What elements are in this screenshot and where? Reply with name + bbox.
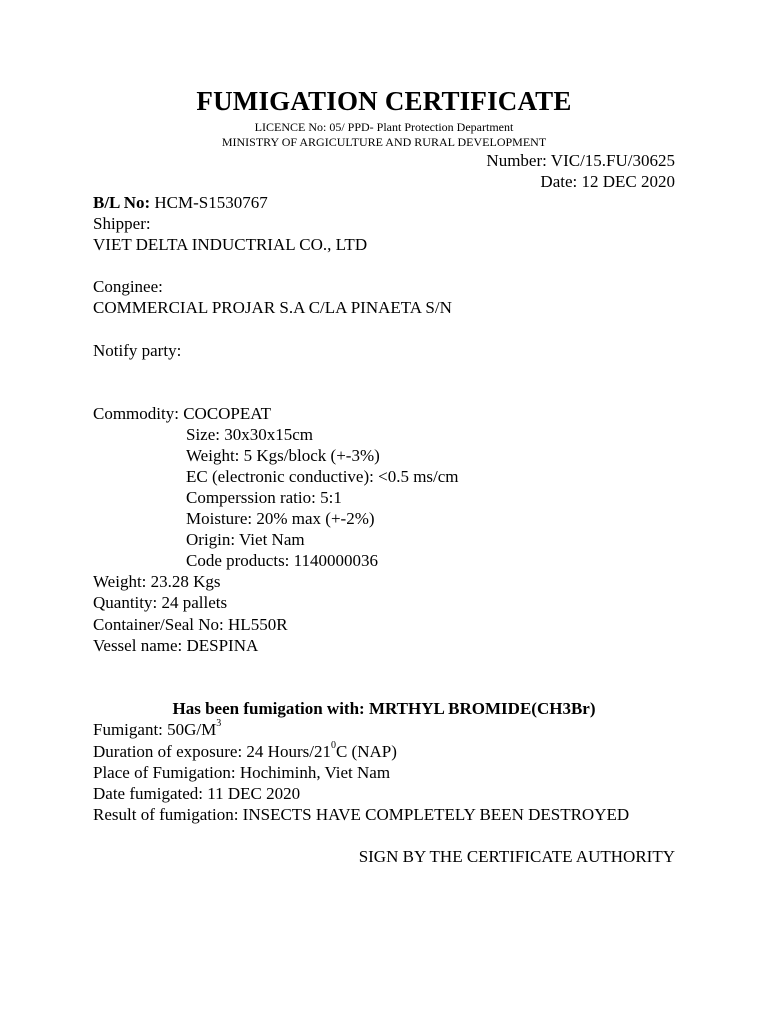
quantity-line: Quantity: 24 pallets <box>93 593 228 612</box>
fumigation-heading: Has been fumigation with: MRTHYL BROMIDE(CH3Br) <box>172 699 596 718</box>
commodity-line: Commodity: COCOPEAT <box>93 404 272 423</box>
detail-origin: Origin: Viet Nam <box>186 530 305 549</box>
weight-line: Weight: 23.28 Kgs <box>93 572 221 591</box>
detail-size: Size: 30x30x15cm <box>186 425 314 444</box>
document-title: FUMIGATION CERTIFICATE <box>196 86 572 116</box>
notify-party-label: Notify party: <box>93 341 182 360</box>
duration-line <box>93 742 397 762</box>
result-line: Result of fumigation: INSECTS HAVE COMPLETELY BEEN DESTROYED <box>93 805 630 824</box>
detail-code: Code products: 1140000036 <box>186 551 379 570</box>
shipper-value: VIET DELTA INDUCTRIAL CO., LTD <box>93 235 368 254</box>
fumigant-text: Fumigant: 50G/M <box>93 720 217 739</box>
container-line: Container/Seal No: HL550R <box>93 615 288 634</box>
consignee-label: Conginee: <box>93 277 163 296</box>
degree-superscript: 0 <box>330 740 336 751</box>
vessel-line: Vessel name: DESPINA <box>93 636 259 655</box>
certificate-date: Date: 12 DEC 2020 <box>540 172 675 191</box>
place-line: Place of Fumigation: Hochiminh, Viet Nam <box>93 763 391 782</box>
fumigant-superscript: 3 <box>216 718 222 729</box>
detail-ec: EC (electronic conductive): <0.5 ms/cm <box>186 467 459 486</box>
certificate-number: Number: VIC/15.FU/30625 <box>486 151 675 170</box>
bl-value: HCM-S1530767 <box>150 193 268 212</box>
duration-text: Duration of exposure: 24 Hours/21 <box>93 742 331 761</box>
detail-moisture: Moisture: 20% max (+-2%) <box>186 509 375 528</box>
detail-compression: Comperssion ratio: 5:1 <box>186 488 342 507</box>
shipper-label: Shipper: <box>93 214 151 233</box>
signature-caption: SIGN BY THE CERTIFICATE AUTHORITY <box>358 847 675 866</box>
ministry-line: MINISTRY OF ARGICULTURE AND RURAL DEVELOPMENT <box>221 135 547 149</box>
fumigant-line <box>93 720 221 740</box>
licence-line: LICENCE No: 05/ PPD- Plant Protection Department <box>254 120 514 134</box>
consignee-value: COMMERCIAL PROJAR S.A C/LA PINAETA S/N <box>93 298 452 317</box>
detail-weight: Weight: 5 Kgs/block (+-3%) <box>186 446 380 465</box>
bl-label: B/L No: <box>93 193 151 212</box>
bl-line <box>93 193 268 213</box>
date-fumigated-line: Date fumigated: 11 DEC 2020 <box>93 784 301 803</box>
duration-unit: C (NAP) <box>335 742 397 761</box>
